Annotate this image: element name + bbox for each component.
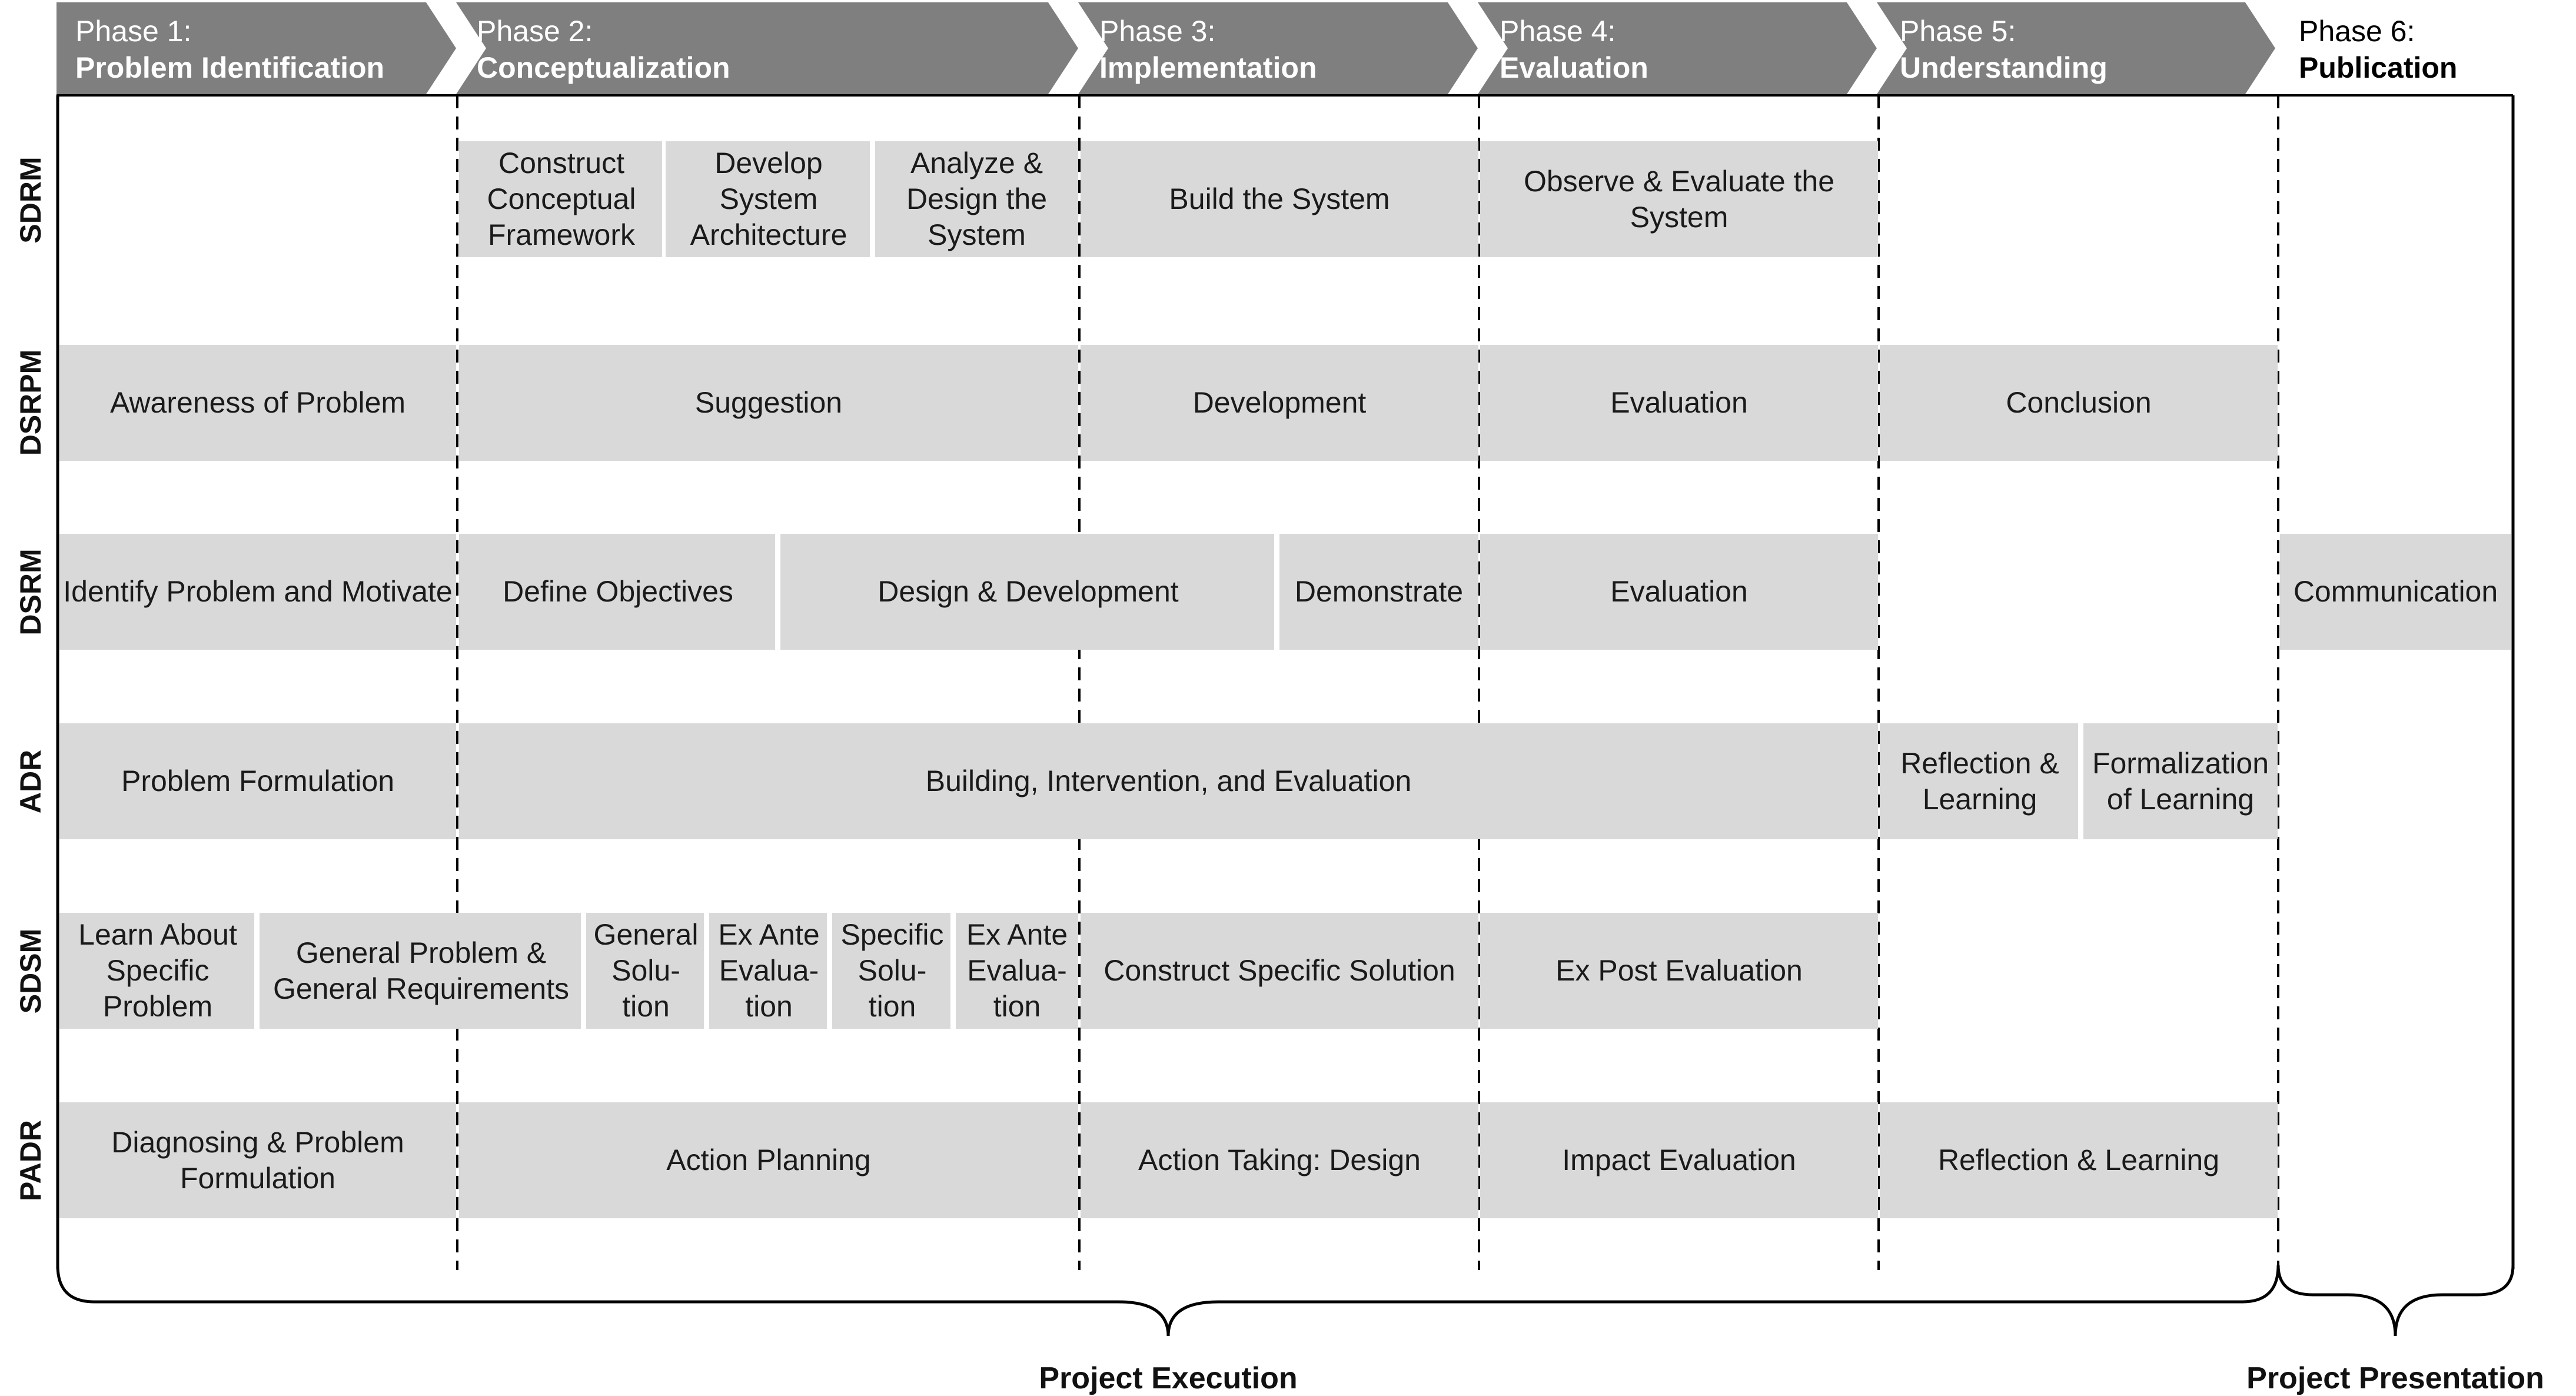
phase-6-number: Phase 6:	[2299, 15, 2415, 48]
dsrpm-awareness-of-problem: Awareness of Problem	[59, 345, 456, 461]
sdsm-general-solution: General Solu-tion	[586, 913, 706, 1029]
sdsm-ex-post-evaluation: Ex Post Evaluation	[1480, 913, 1878, 1029]
phase-2-number: Phase 2:	[477, 15, 593, 48]
row-label-sdsm: SDSM	[14, 928, 47, 1014]
sdrm-construct-conceptual-framework: Construct Conceptual Framework	[459, 141, 664, 257]
phase-3-header	[1099, 13, 1317, 86]
adr-formalization-of-learning: Formalization of Learning	[2083, 723, 2278, 839]
sdsm-ex-ante-evaluation-1: Ex Ante Evalua-tion	[709, 913, 829, 1029]
project-execution-label: Project Execution	[1039, 1361, 1298, 1395]
padr-action-planning: Action Planning	[459, 1102, 1078, 1218]
dsrpm-evaluation: Evaluation	[1480, 345, 1878, 461]
sdsm-general-problem-requirements: General Problem & General Requirements	[260, 913, 583, 1029]
sdsm-construct-specific-solution: Construct Specific Solution	[1081, 913, 1478, 1029]
dsrpm-suggestion: Suggestion	[459, 345, 1078, 461]
phase-6-name: Publication	[2299, 51, 2458, 84]
sdrm-observe-evaluate-system: Observe & Evaluate the System	[1480, 141, 1878, 257]
phase-5-name: Understanding	[1900, 51, 2108, 84]
phase-1-number: Phase 1:	[75, 15, 192, 48]
phase-4-header	[1500, 13, 1648, 86]
row-label-adr: ADR	[14, 749, 47, 814]
dsrpm-conclusion: Conclusion	[1880, 345, 2278, 461]
project-execution-brace	[58, 1265, 2278, 1336]
phase-2-header	[477, 13, 730, 86]
dsrm-demonstrate: Demonstrate	[1279, 534, 1478, 650]
row-label-dsrm: DSRM	[14, 549, 47, 636]
sdsm-specific-solution: Specific Solu-tion	[832, 913, 952, 1029]
padr-diagnosing-problem-formulation: Diagnosing & Problem Formulation	[59, 1102, 456, 1218]
phase-4-name: Evaluation	[1500, 51, 1648, 84]
adr-problem-formulation: Problem Formulation	[59, 723, 456, 839]
project-presentation-label: Project Presentation	[2246, 1361, 2544, 1395]
phase-1-header	[75, 13, 384, 86]
phase-3-name: Implementation	[1099, 51, 1317, 84]
sdrm-develop-system-architecture: Develop System Architecture	[666, 141, 872, 257]
phase-4-number: Phase 4:	[1500, 15, 1616, 48]
dsrpm-development: Development	[1081, 345, 1478, 461]
phase-2-name: Conceptualization	[477, 51, 730, 84]
project-presentation-brace	[2278, 1265, 2513, 1336]
row-label-sdrm: SDRM	[14, 157, 47, 244]
phase-3-number: Phase 3:	[1099, 15, 1216, 48]
phase-dividers	[457, 95, 2278, 1270]
row-label-padr: PADR	[14, 1120, 47, 1201]
phase-1-name: Problem Identification	[75, 51, 385, 84]
sdrm-analyze-design-system: Analyze & Design the System	[875, 141, 1078, 257]
phase-5-header	[1900, 13, 2108, 86]
adr-building-intervention-evaluation: Building, Intervention, and Evaluation	[459, 723, 1878, 839]
phase-5-number: Phase 5:	[1900, 15, 2016, 48]
row-label-dsrpm: DSRPM	[14, 349, 47, 456]
phase-6-header	[2299, 13, 2457, 86]
dsrm-define-objectives: Define Objectives	[459, 534, 777, 650]
dsrm-identify-problem-motivate: Identify Problem and Motivate	[59, 534, 456, 650]
dsrm-design-development: Design & Development	[780, 534, 1276, 650]
dsrm-communication: Communication	[2280, 534, 2511, 650]
padr-reflection-learning: Reflection & Learning	[1880, 1102, 2278, 1218]
adr-reflection-learning: Reflection & Learning	[1880, 723, 2080, 839]
sdsm-ex-ante-evaluation-2: Ex Ante Evalua-tion	[956, 913, 1078, 1029]
padr-impact-evaluation: Impact Evaluation	[1480, 1102, 1878, 1218]
dsrm-evaluation: Evaluation	[1480, 534, 1878, 650]
sdsm-learn-specific-problem: Learn About Specific Problem	[59, 913, 256, 1029]
padr-action-taking-design: Action Taking: Design	[1081, 1102, 1478, 1218]
sdrm-build-system: Build the System	[1081, 141, 1478, 257]
